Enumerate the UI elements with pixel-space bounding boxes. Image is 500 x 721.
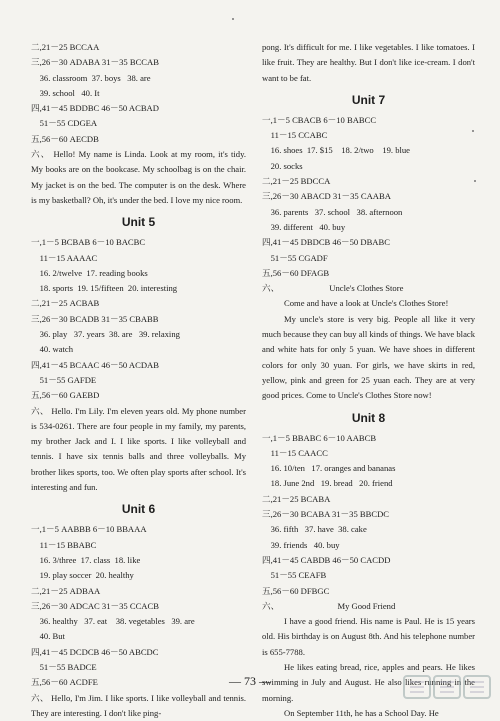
- writing-paragraph: On September 11th, he has a School Day. He: [284, 707, 439, 718]
- answer-line: 四,41－45 BDDBC 46－50 ACBAD: [31, 103, 159, 114]
- unit-title: Unit 7: [351, 92, 386, 107]
- writing-label: 六、: [262, 283, 280, 294]
- answer-line: 一,1－5 BBABC 6－10 AABCB: [262, 432, 377, 443]
- answer-line: 三,26－30 ABACD 31－35 CAABA: [262, 191, 391, 202]
- answer-line: 51－55 CEAFB: [262, 570, 327, 581]
- answer-line: 18. June 2nd 19. bread 20. friend: [262, 478, 393, 489]
- answer-line: 一,1－5 AABBB 6－10 BBAAA: [31, 524, 147, 535]
- unit-title: Unit 5: [121, 215, 156, 230]
- answer-line: 36. parents 37. school 38. afternoon: [262, 206, 403, 217]
- unit6-answers: [31, 522, 246, 721]
- answer-line: 11－15 CCABC: [262, 130, 328, 141]
- answer-line: 三,26－30 ADCAC 31－35 CCACB: [31, 600, 159, 611]
- writing-label: 六、: [262, 600, 280, 611]
- writing-answer-continued: pong. It's difficult for me. I like vegetables. I like tomatoes. I like fruit. They are healthy. But I don't like ice-cream. I don't want to be fat.: [262, 42, 475, 83]
- answer-line: 51－55 CDGEA: [31, 118, 98, 129]
- answer-line: 11－15 AAAAC: [31, 252, 98, 263]
- writing-paragraph: My uncle's store is very big. People all like it very much because they can buy all kinds of things. We have black and white hats for only 5 yuan. We have shoes in different colors for only 30 yuan. For girls, we have skirts in red, yellow, pink and green for 25 yuan each. They are at very good prices. Come to Uncle's Clothes Store now!: [262, 313, 475, 401]
- scan-speck: [474, 180, 476, 182]
- answer-line: 36. healthy 37. eat 38. vegetables 39. are: [31, 616, 195, 627]
- unit7-answers: [262, 113, 475, 404]
- writing-answer: 六、 Hello! My name is Linda. Look at my room, it's tidy. My books are on the bookcase. My schoolbag is on the chair. My jacket is on the bed. The computer is on the desk. Where is my basketball? Oh, it's under the bed. I love my nice room.: [31, 149, 246, 205]
- answer-line: 11－15 BBABC: [31, 539, 97, 550]
- answer-line: 20. socks: [262, 160, 303, 171]
- answer-line: 五,56－60 DFAGB: [262, 267, 330, 278]
- answer-line: 40. watch: [31, 344, 74, 355]
- answer-line: 11－15 CAACC: [262, 447, 328, 458]
- answer-line: 五,56－60 AECDB: [31, 133, 99, 144]
- answer-line: 二,21－25 ACBAB: [31, 298, 100, 309]
- answer-line: 16. shoes 17. $15 18. 2/two 19. blue: [262, 145, 410, 156]
- answer-line: 二,21－25 BDCCA: [262, 176, 331, 187]
- answer-line: 五,56－60 GAEBD: [31, 390, 100, 401]
- watermark-logo-icon: [402, 672, 494, 706]
- answer-line: 四,41－45 BCAAC 46－50 ACDAB: [31, 359, 159, 370]
- right-column: [262, 40, 475, 721]
- writing-title: Uncle's Clothes Store: [329, 283, 404, 294]
- answer-line: 16. 2/twelve 17. reading books: [31, 267, 148, 278]
- answer-line: 二,21－25 ADBAA: [31, 585, 101, 596]
- answer-line: 五,56－60 ACDFE: [31, 677, 98, 688]
- answer-line: 三,26－30 BCABA 31－35 BBCDC: [262, 509, 390, 520]
- answer-line: 二,21－25 BCABA: [262, 493, 331, 504]
- answer-line: 39. school 40. It: [31, 87, 100, 98]
- answer-line: 36. fifth 37. have 38. cake: [262, 524, 367, 535]
- answer-line: 四,41－45 DCDCB 46－50 ABCDC: [31, 646, 159, 657]
- writing-heading: [262, 599, 475, 614]
- answer-line: 二,21－25 BCCAA: [31, 42, 100, 52]
- writing-answer: 六、 Hello, I'm Jim. I like sports. I like volleyball and tennis. They are interesting. I don't like ping-: [31, 692, 246, 718]
- writing-paragraph: Come and have a look at Uncle's Clothes Store!: [284, 298, 449, 309]
- writing-title: My Good Friend: [337, 600, 396, 611]
- answer-line: 51－55 BADCE: [31, 661, 97, 672]
- answer-line: 51－55 GAFDE: [31, 374, 97, 385]
- writing-answer: 六、 Hello. I'm Lily. I'm eleven years old. My phone number is 534-0261. There are four people in my family, my parents, my brother Jack and I. I like sports. I like volleyball and tennis. I have six tennis balls and three volleyballs. My brother likes sports, too. We often play sports after school. It's interesting and fun.: [31, 405, 246, 493]
- left-column: [31, 40, 246, 721]
- answer-line: 19. play soccer 20. healthy: [31, 570, 134, 581]
- scan-speck: [232, 18, 234, 20]
- answer-line: 四,41－45 DBDCB 46－50 DBABC: [262, 237, 390, 248]
- unit-title: Unit 6: [121, 502, 156, 517]
- answer-line: 一,1－5 BCBAB 6－10 BACBC: [31, 237, 146, 248]
- page-number: — 73 —: [229, 674, 271, 688]
- answer-line: 三,26－30 BCADB 31－35 CBABB: [31, 313, 159, 324]
- writing-paragraph: He likes eating bread, rice, apples and pears. He likes swimming in July and August. He also likes running in the morning.: [262, 661, 475, 703]
- answer-line: 18. sports 19. 15/fifteen 20. interesting: [31, 283, 178, 294]
- answer-line: 一,1－5 CBACB 6－10 BABCC: [262, 114, 377, 125]
- unit5-answers: [31, 235, 246, 495]
- answer-line: 39. different 40. buy: [262, 221, 346, 232]
- unit-title: Unit 8: [351, 410, 386, 425]
- writing-heading: [262, 281, 475, 296]
- answer-line: 五,56－60 DFBGC: [262, 585, 330, 596]
- answer-line: 51－55 CGADF: [262, 252, 328, 263]
- answer-line: 40. But: [31, 631, 65, 642]
- answer-line: 三,26－30 ADABA 31－35 BCCAB: [31, 57, 159, 68]
- top-answers: [31, 40, 246, 208]
- answer-line: 36. classroom 37. boys 38. are: [31, 72, 151, 83]
- answer-line: 16. 3/three 17. class 18. like: [31, 554, 141, 565]
- scan-speck: [472, 130, 474, 132]
- writing-paragraph: I have a good friend. His name is Paul. He is 15 years old. His birthday is on August 8th. And his telephone number is 655-7788.: [262, 616, 475, 657]
- answer-line: 四,41－45 CABDB 46－50 CACDD: [262, 554, 391, 565]
- answer-line: 36. play 37. years 38. are 39. relaxing: [31, 329, 180, 340]
- answer-line: 16. 10/ten 17. oranges and bananas: [262, 463, 396, 474]
- answer-line: 39. friends 40. buy: [262, 539, 340, 550]
